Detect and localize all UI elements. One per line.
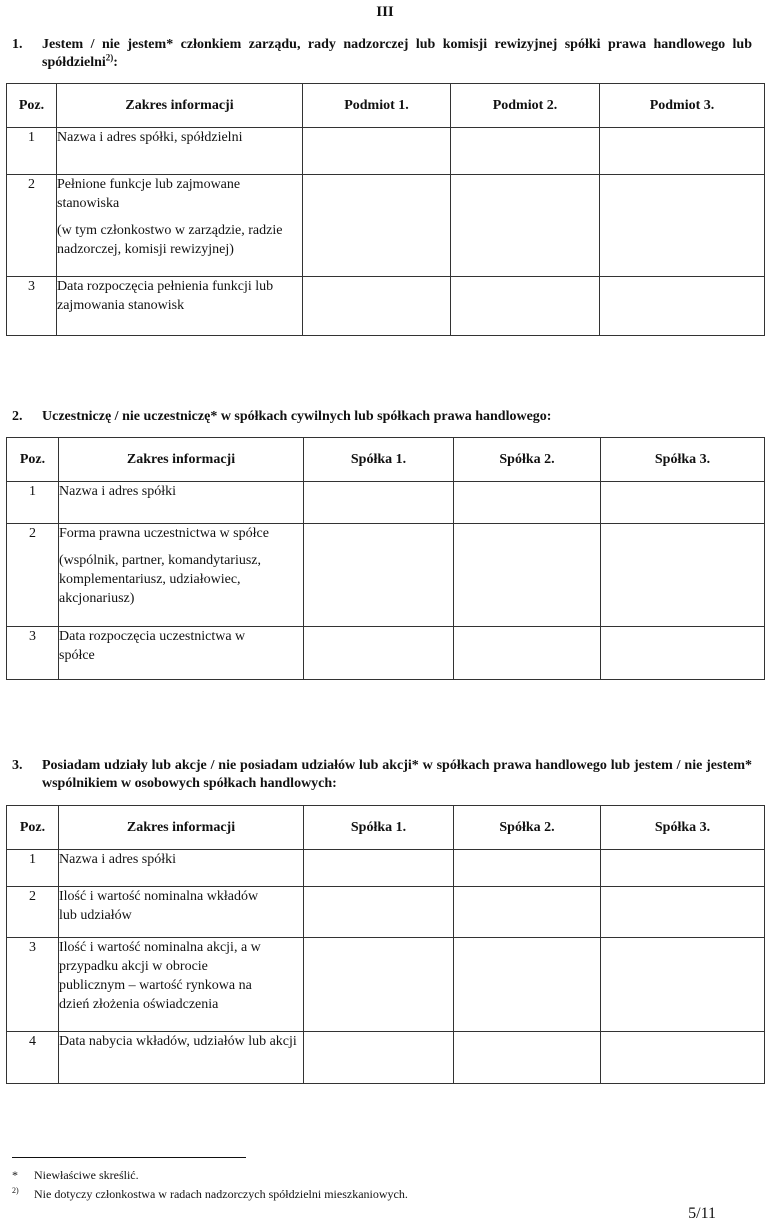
col-header-podmiot-1: Podmiot 1. bbox=[303, 84, 451, 128]
info-subtext: (wspólnik, partner, komandytariusz, komplementariusz, udziałowiec, akcjonariusz) bbox=[59, 553, 262, 606]
entry-cell-2[interactable] bbox=[454, 887, 601, 938]
entry-cell-3[interactable] bbox=[601, 482, 765, 524]
page-number: 5/11 bbox=[688, 1205, 716, 1222]
info-cell bbox=[57, 128, 303, 175]
section-heading-text: Uczestniczę / nie uczestniczę* w spółkach cywilnych lub spółkach prawa handlowego: bbox=[42, 409, 552, 424]
entry-cell-1[interactable] bbox=[304, 482, 454, 524]
table-section-2 bbox=[6, 437, 765, 680]
entry-cell-1[interactable] bbox=[303, 175, 451, 277]
table-row bbox=[7, 482, 765, 524]
entry-cell-2[interactable] bbox=[451, 128, 600, 175]
poz-cell: 3 bbox=[7, 938, 59, 1032]
entry-cell-2[interactable] bbox=[454, 627, 601, 680]
col-header-spolka-3: Spółka 3. bbox=[601, 806, 765, 850]
footnote-2 bbox=[12, 1187, 408, 1202]
table-row bbox=[7, 524, 765, 627]
entry-cell-1[interactable] bbox=[304, 627, 454, 680]
poz-cell: 3 bbox=[7, 277, 57, 336]
info-text: Forma prawna uczestnictwa w spółce bbox=[59, 526, 269, 541]
entry-cell-2[interactable] bbox=[454, 482, 601, 524]
poz-cell: 1 bbox=[7, 482, 59, 524]
info-cell bbox=[57, 277, 303, 336]
col-header-poz: Poz. bbox=[7, 806, 59, 850]
entry-cell-3[interactable] bbox=[601, 850, 765, 887]
info-text: Pełnione funkcje lub zajmowane stanowiska bbox=[57, 177, 241, 211]
poz-cell: 3 bbox=[7, 627, 59, 680]
info-text: Nazwa i adres spółki bbox=[59, 484, 177, 499]
info-cell bbox=[59, 482, 304, 524]
col-header-poz: Poz. bbox=[7, 84, 57, 128]
entry-cell-2[interactable] bbox=[454, 524, 601, 627]
entry-cell-3[interactable] bbox=[600, 277, 765, 336]
col-header-spolka-3: Spółka 3. bbox=[601, 438, 765, 482]
section-number: 2. bbox=[12, 409, 23, 424]
info-cell bbox=[59, 524, 304, 627]
entry-cell-2[interactable] bbox=[454, 1032, 601, 1084]
footnote-divider bbox=[12, 1157, 246, 1158]
poz-cell: 1 bbox=[7, 850, 59, 887]
info-text: Nazwa i adres spółki bbox=[59, 852, 177, 867]
section-heading-text: Posiadam udziały lub akcje / nie posiadam udziałów lub akcji* w spółkach prawa handlowego lub jestem / nie jestem* wspólnikiem w osobowych spółkach handlowych: bbox=[42, 758, 752, 791]
col-header-podmiot-2: Podmiot 2. bbox=[451, 84, 600, 128]
info-cell bbox=[59, 627, 304, 680]
entry-cell-1[interactable] bbox=[304, 850, 454, 887]
footnote-ref: 2) bbox=[105, 52, 114, 63]
col-header-spolka-2: Spółka 2. bbox=[454, 806, 601, 850]
table-header-row bbox=[7, 438, 765, 482]
info-cell bbox=[57, 175, 303, 277]
table-row bbox=[7, 938, 765, 1032]
entry-cell-1[interactable] bbox=[304, 524, 454, 627]
entry-cell-3[interactable] bbox=[601, 887, 765, 938]
info-text: Data nabycia wkładów, udziałów lub akcji bbox=[59, 1034, 297, 1049]
section-heading-text: Jestem / nie jestem* członkiem zarządu, rady nadzorczej lub komisji rewizyjnej spółki prawa handlowego lub spółdzielni bbox=[42, 37, 752, 70]
info-subtext: (w tym członkostwo w zarządzie, radzie nadzorczej, komisji rewizyjnej) bbox=[57, 223, 283, 257]
footnote-mark: * bbox=[12, 1168, 18, 1182]
info-text: Data rozpoczęcia uczestnictwa w spółce bbox=[59, 629, 246, 663]
info-cell bbox=[59, 850, 304, 887]
entry-cell-2[interactable] bbox=[454, 850, 601, 887]
footnote-text: Niewłaściwe skreślić. bbox=[34, 1168, 139, 1182]
entry-cell-2[interactable] bbox=[454, 938, 601, 1032]
table-row bbox=[7, 1032, 765, 1084]
entry-cell-3[interactable] bbox=[601, 938, 765, 1032]
table-row bbox=[7, 627, 765, 680]
entry-cell-1[interactable] bbox=[303, 277, 451, 336]
table-header-row bbox=[7, 84, 765, 128]
poz-cell: 2 bbox=[7, 175, 57, 277]
info-text: Ilość i wartość nominalna akcji, a w przypadku akcji w obrocie publicznym – wartość rynkowa na dzień złożenia oświadczenia bbox=[59, 940, 261, 1012]
col-header-spolka-1: Spółka 1. bbox=[304, 806, 454, 850]
entry-cell-1[interactable] bbox=[304, 938, 454, 1032]
info-cell bbox=[59, 887, 304, 938]
entry-cell-3[interactable] bbox=[600, 128, 765, 175]
table-row bbox=[7, 277, 765, 336]
col-header-poz: Poz. bbox=[7, 438, 59, 482]
section-1-heading bbox=[12, 36, 752, 72]
table-row bbox=[7, 175, 765, 277]
col-header-zakres: Zakres informacji bbox=[59, 438, 304, 482]
table-header-row bbox=[7, 806, 765, 850]
section-number: 1. bbox=[12, 37, 23, 52]
entry-cell-1[interactable] bbox=[303, 128, 451, 175]
col-header-zakres: Zakres informacji bbox=[57, 84, 303, 128]
entry-cell-3[interactable] bbox=[601, 627, 765, 680]
footnote-text: Nie dotyczy członkostwa w radach nadzorczych spółdzielni mieszkaniowych. bbox=[34, 1187, 408, 1201]
table-row bbox=[7, 128, 765, 175]
info-text: Data rozpoczęcia pełnienia funkcji lub zajmowania stanowisk bbox=[57, 279, 274, 313]
info-cell bbox=[59, 1032, 304, 1084]
entry-cell-3[interactable] bbox=[601, 524, 765, 627]
section-3-heading bbox=[12, 757, 752, 793]
poz-cell: 4 bbox=[7, 1032, 59, 1084]
col-header-spolka-2: Spółka 2. bbox=[454, 438, 601, 482]
poz-cell: 2 bbox=[7, 887, 59, 938]
table-section-3 bbox=[6, 805, 765, 1084]
entry-cell-2[interactable] bbox=[451, 277, 600, 336]
col-header-spolka-1: Spółka 1. bbox=[304, 438, 454, 482]
entry-cell-1[interactable] bbox=[304, 1032, 454, 1084]
poz-cell: 1 bbox=[7, 128, 57, 175]
col-header-zakres: Zakres informacji bbox=[59, 806, 304, 850]
section-2-heading bbox=[12, 408, 752, 426]
entry-cell-1[interactable] bbox=[304, 887, 454, 938]
info-text: Nazwa i adres spółki, spółdzielni bbox=[57, 130, 243, 145]
heading-colon: : bbox=[113, 55, 118, 70]
table-section-1 bbox=[6, 83, 765, 336]
table-row bbox=[7, 887, 765, 938]
col-header-podmiot-3: Podmiot 3. bbox=[600, 84, 765, 128]
section-label: III bbox=[376, 4, 394, 20]
info-text: Ilość i wartość nominalna wkładów lub udziałów bbox=[59, 889, 259, 923]
footnote-mark: 2) bbox=[12, 1186, 19, 1195]
info-cell bbox=[59, 938, 304, 1032]
poz-cell: 2 bbox=[7, 524, 59, 627]
entry-cell-3[interactable] bbox=[601, 1032, 765, 1084]
entry-cell-3[interactable] bbox=[600, 175, 765, 277]
section-number: 3. bbox=[12, 758, 23, 773]
entry-cell-2[interactable] bbox=[451, 175, 600, 277]
footnote-asterisk bbox=[12, 1168, 139, 1183]
table-row bbox=[7, 850, 765, 887]
